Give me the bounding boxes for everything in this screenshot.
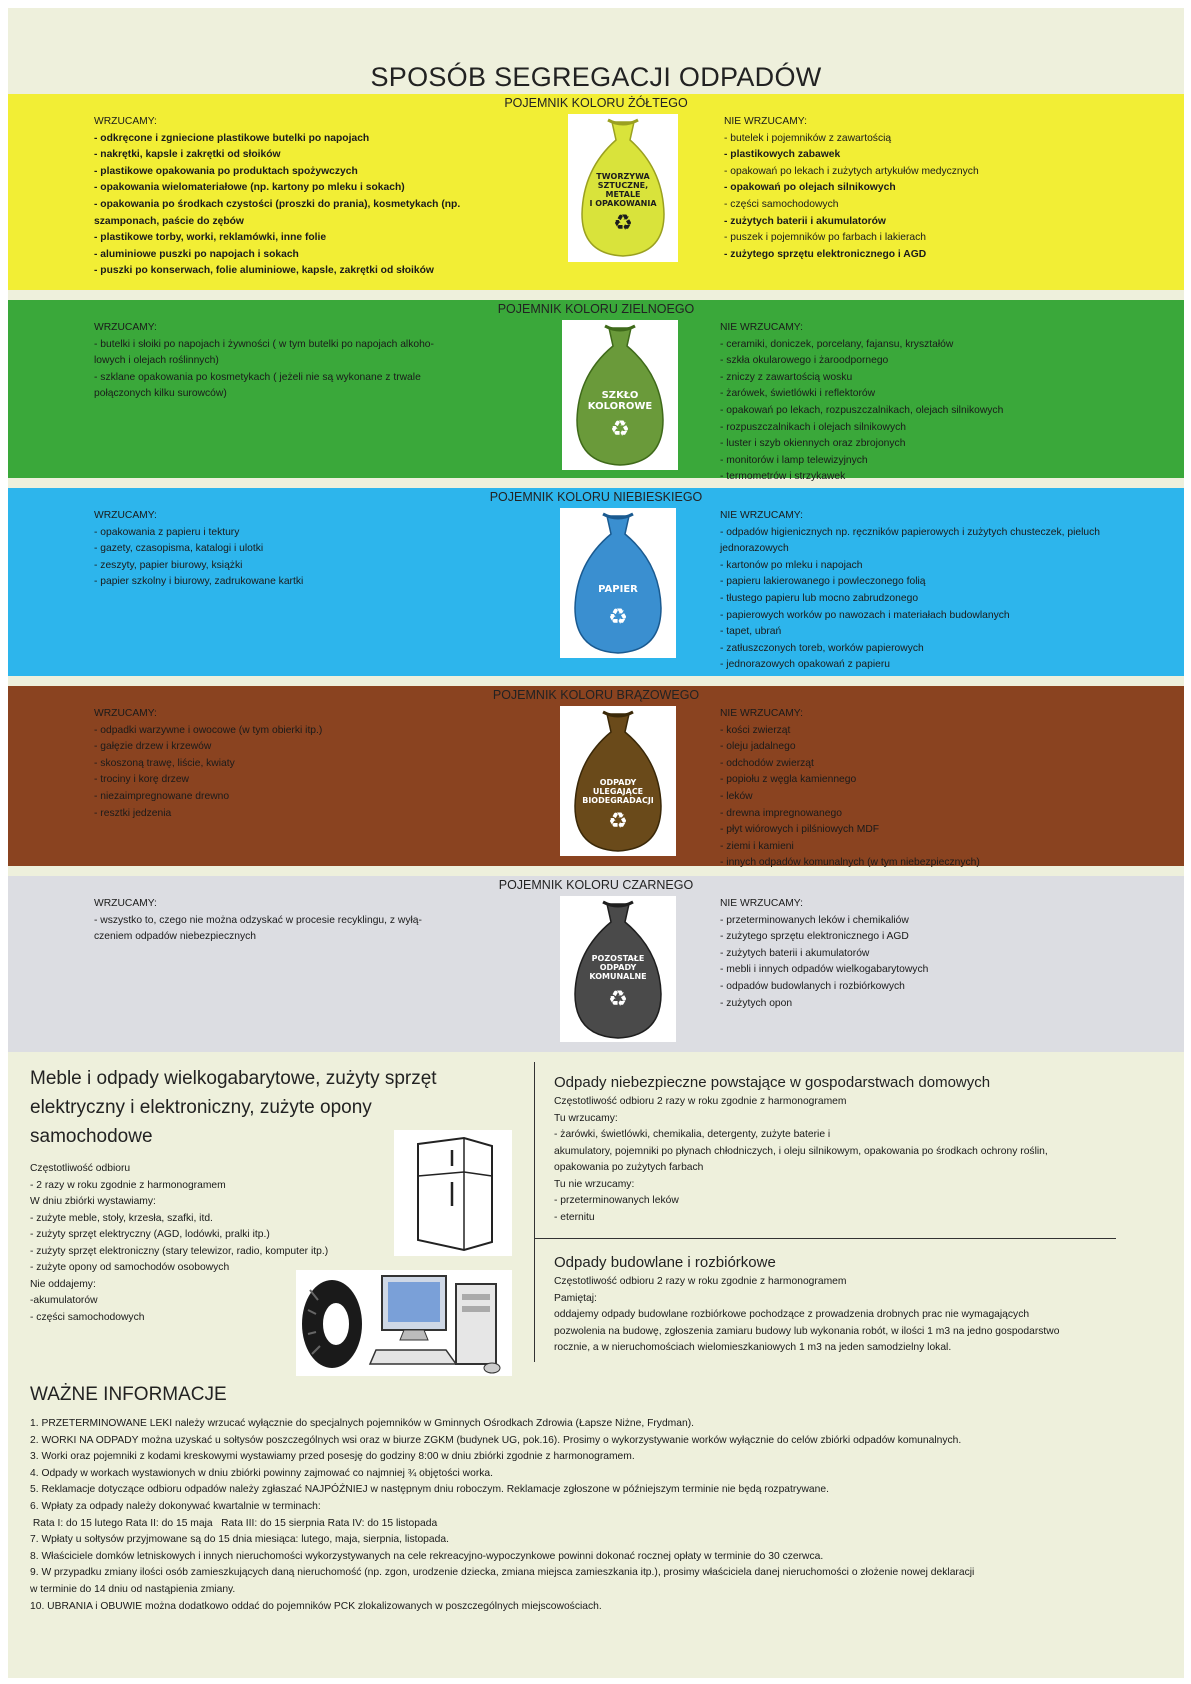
bin-band-blue <box>8 488 1184 676</box>
rejected-list <box>724 114 1144 263</box>
yellow-bag-image <box>568 114 678 262</box>
bag-label: SZKŁO KOLOROWE <box>587 390 653 412</box>
construction-waste-section <box>554 1252 1164 1357</box>
accepted-list <box>94 320 494 403</box>
list-item: - zużytych opon <box>720 997 793 1009</box>
list-item: - drewna impregnowanego <box>720 807 842 819</box>
list-item: czeniem odpadów niebezpiecznych <box>94 931 256 943</box>
list-item: - szklane opakowania po kosmetykach ( jeżeli nie są wykonane z trwale <box>94 371 421 383</box>
list-item: Częstotliwość odbioru <box>30 1163 131 1174</box>
important-info-title: WAŻNE INFORMACJE <box>30 1384 227 1405</box>
list-item: 5. Reklamacje dotyczące odbioru odpadów należy zgłaszać NAJPÓŹNIEJ w następnym dniu roboczym. Reklamacje zgłoszone w późniejszym terminie nie będą rozpatrywane. <box>30 1484 829 1496</box>
list-item: - innych odpadów komunalnych (w tym niebezpiecznych) <box>720 857 980 869</box>
list-item: - plastikowe opakowania po produktach spożywczych <box>94 165 358 177</box>
bin-band-yellow <box>8 94 1184 290</box>
list-item: - gazety, czasopisma, katalogi i ulotki <box>94 543 264 555</box>
list-item: - luster i szyb okiennych oraz zbrojonych <box>720 438 906 450</box>
list-item: - niezaimpregnowane drewno <box>94 790 230 802</box>
list-item: - żarówek, świetlówki i reflektorów <box>720 388 876 400</box>
list-item: w terminie do 14 dniu od nastąpienia zmiany. <box>30 1583 236 1595</box>
list-item: - puszek i pojemników po farbach i lakierach <box>724 232 927 244</box>
list-item: - mebli i innych odpadów wielkogabarytowych <box>720 964 929 976</box>
tyre-computer-icon <box>296 1270 512 1376</box>
leaflet-page <box>8 8 1184 1678</box>
accepted-header: WRZUCAMY: <box>94 708 157 719</box>
list-item: - plastikowe torby, worki, reklamówki, inne folie <box>94 232 327 244</box>
list-item: - wszystko to, czego nie można odzyskać w procesie recyklingu, z wyłą- <box>94 914 422 926</box>
rejected-list <box>720 706 1140 872</box>
list-item: - zniczy z zawartością wosku <box>720 371 853 383</box>
list-item: - przeterminowanych leków <box>554 1195 679 1206</box>
rejected-list <box>720 320 1140 486</box>
list-item: - szkła okularowego i żaroodpornego <box>720 355 889 367</box>
list-item: 2. WORKI NA ODPADY można uzyskać u sołtysów poszczególnych wsi oraz w biurze ZGKM (budynek UG, pok.16). Prosimy o wykorzystywanie worków wyłącznie do celów zbiórki odpadów komunalnych. <box>30 1434 962 1446</box>
list-item: - opakowań po olejach silnikowych <box>724 182 896 194</box>
bag-shape <box>560 508 676 658</box>
hazardous-waste-title: Odpady niebezpieczne powstające w gospodarstwach domowych <box>554 1074 991 1091</box>
list-item: połączonych kilku surowców) <box>94 388 227 400</box>
list-item: - zużytych baterii i akumulatorów <box>720 947 870 959</box>
list-item: - zatłuszczonych toreb, worków papierowych <box>720 642 924 654</box>
list-item: - ceramiki, doniczek, porcelany, fajansu, kryształów <box>720 338 954 350</box>
list-item: - opakowania z papieru i tektury <box>94 526 240 538</box>
accepted-list <box>94 114 494 280</box>
section-divider-horizontal <box>534 1238 1116 1239</box>
list-item: - papier szkolny i biurowy, zadrukowane kartki <box>94 576 304 588</box>
fridge-illustration <box>394 1130 512 1256</box>
list-item: - butelki i słoiki po napojach i żywności ( w tym butelki po napojach alkoho- <box>94 338 434 350</box>
list-item: 4. Odpady w workach wystawionych w dniu zbiórki powinny zajmować co najmniej ¾ objętości worka. <box>30 1467 493 1479</box>
section-divider-vertical <box>534 1062 535 1362</box>
list-item: - przeterminowanych leków i chemikaliów <box>720 914 909 926</box>
bag-label: ODPADY ULEGAJĄCE BIODEGRADACJI <box>582 778 654 805</box>
list-item: - popiołu z węgla kamiennego <box>720 774 857 786</box>
list-item: - odpadów budowlanych i rozbiórkowych <box>720 980 905 992</box>
recycle-icon: ♻ <box>608 604 628 629</box>
blue-bag-image <box>560 508 676 658</box>
list-item: - jednorazowych opakowań z papieru <box>720 659 890 671</box>
list-item: Nie oddajemy: <box>30 1278 96 1290</box>
list-item: -akumulatorów <box>30 1295 98 1306</box>
accepted-list <box>94 896 494 946</box>
page-title: SPOSÓB SEGREGACJI ODPADÓW <box>370 62 822 92</box>
list-item: szamponach, paście do zębów <box>94 215 244 227</box>
list-item: Tu nie wrzucamy: <box>554 1178 635 1190</box>
bag-label: PAPIER <box>598 584 638 595</box>
accepted-header: WRZUCAMY: <box>94 510 157 521</box>
list-item: - gałęzie drzew i krzewów <box>94 741 212 753</box>
rejected-header: NIE WRZUCAMY: <box>720 322 803 333</box>
list-item: - leków <box>720 790 753 802</box>
list-item: - odkręcone i zgniecione plastikowe butelki po napojach <box>94 132 370 144</box>
list-item: - termometrów i strzykawek <box>720 471 846 483</box>
list-item: - odpadki warzywne i owocowe (w tym obierki itp.) <box>94 724 323 736</box>
list-item: - nakrętki, kapsle i zakrętki od słoików <box>94 149 281 161</box>
recycle-icon: ♻ <box>613 210 633 235</box>
bin-band-black <box>8 876 1184 1052</box>
list-item: - zużyty sprzęt elektroniczny (stary telewizor, radio, komputer itp.) <box>30 1245 329 1257</box>
list-item: - płyt wiórowych i pilśniowych MDF <box>720 824 880 836</box>
list-item: - papieru lakierowanego i powleczonego folią <box>720 576 926 588</box>
list-item: akumulatory, pojemniki po płynach chłodniczych, i oleju silnikowym, opakowania po środkach ochrony roślin, <box>554 1145 1048 1157</box>
important-info-list <box>30 1416 1170 1615</box>
list-item: - zużyty sprzęt elektryczny (AGD, lodówki, pralki itp.) <box>30 1229 270 1240</box>
list-item: - butelek i pojemników z zawartością <box>724 132 892 144</box>
bin-title: POJEMNIK KOLORU NIEBIESKIEGO <box>489 490 703 504</box>
list-item: - rozpuszczalnikach i olejach silnikowych <box>720 421 906 433</box>
list-item: lowych i olejach roślinnych) <box>94 355 219 367</box>
list-item: - odpadów higienicznych np. ręczników papierowych i zużytych chusteczek, pieluch <box>720 526 1101 538</box>
list-item: W dniu zbiórki wystawiamy: <box>30 1196 156 1207</box>
list-item: - aluminiowe puszki po napojach i sokach <box>94 248 299 260</box>
list-item: - opakowania po środkach czystości (proszki do prania), kosmetykach (np. <box>94 198 461 210</box>
list-item: - zużyte meble, stoły, krzesła, szafki, itd. <box>30 1212 213 1224</box>
list-item: opakowania po zużytych farbach <box>554 1162 704 1173</box>
list-item: - papierowych worków po nawozach i materiałach budowlanych <box>720 609 1010 621</box>
recycle-icon: ♻ <box>610 416 630 441</box>
list-item: Częstotliwość odbioru 2 razy w roku zgodnie z harmonogramem <box>554 1276 847 1287</box>
list-item: - trociny i korę drzew <box>94 774 189 786</box>
list-item: 8. Właściciele domków letniskowych i innych nieruchomości wykorzystywanych na cele rekreacyjno-wypoczynkowe powinni dokonać rocznej opłaty w terminie do 30 czerwca. <box>30 1550 824 1562</box>
list-item: - zeszyty, papier biurowy, książki <box>94 559 243 571</box>
bin-title: POJEMNIK KOLORU CZARNEGO <box>498 878 694 892</box>
bin-title: POJEMNIK KOLORU ZIELNOEGO <box>497 302 695 316</box>
list-item: Tu wrzucamy: <box>554 1112 618 1124</box>
hazardous-waste-section <box>554 1072 1164 1226</box>
list-item: - opakowań po lekach i zużytych artykułów medycznych <box>724 165 979 177</box>
list-item: - 2 razy w roku zgodnie z harmonogramem <box>30 1179 226 1191</box>
list-item: 1. PRZETERMINOWANE LEKI należy wrzucać wyłącznie do specjalnych pojemników w Gminnych Ośrodkach Zdrowia (Łapsze Niżne, Frydman). <box>30 1418 694 1429</box>
bulky-waste-title: Meble i odpady wielkogabarytowe, zużyty sprzęt elektryczny i elektroniczny, zużyte opony samochodowe <box>30 1068 437 1147</box>
rejected-header: NIE WRZUCAMY: <box>720 898 803 909</box>
bin-band-brown <box>8 686 1184 869</box>
bag-label: POZOSTAŁE ODPADY KOMUNALNE <box>589 954 647 981</box>
list-item: - plastikowych zabawek <box>724 149 841 161</box>
list-item: - tapet, ubrań <box>720 626 782 638</box>
list-item: 9. W przypadku zmiany ilości osób zamieszkujących daną nieruchomość (np. zgon, urodzenie dziecka, zmiana miejsca zamieszkania itp.), prosimy właściciela danej nieruchomości o złożenie nowej deklaracji <box>30 1567 975 1579</box>
list-item: - opakowania wielomateriałowe (np. kartony po mleku i sokach) <box>94 182 405 194</box>
bin-title: POJEMNIK KOLORU BRĄZOWEGO <box>492 688 700 702</box>
list-item: - monitorów i lamp telewizyjnych <box>720 454 868 466</box>
list-item: - resztki jedzenia <box>94 807 172 819</box>
list-item: - eternitu <box>554 1211 595 1223</box>
list-item: Rata I: do 15 lutego Rata II: do 15 maja Rata III: do 15 sierpnia Rata IV: do 15 listopada <box>30 1517 438 1529</box>
list-item: - zużyte opony od samochodów osobowych <box>30 1262 230 1273</box>
list-item: - oleju jadalnego <box>720 741 796 753</box>
construction-waste-title: Odpady budowlane i rozbiórkowe <box>554 1254 776 1271</box>
list-item: - żarówki, świetlówki, chemikalia, detergenty, zużyte baterie i <box>554 1129 831 1140</box>
accepted-header: WRZUCAMY: <box>94 322 157 333</box>
rejected-header: NIE WRZUCAMY: <box>720 708 803 719</box>
accepted-list <box>94 706 494 822</box>
list-item: - kartonów po mleku i napojach <box>720 559 863 571</box>
recycle-icon: ♻ <box>608 808 628 833</box>
list-item: Częstotliwość odbioru 2 razy w roku zgodnie z harmonogramem <box>554 1096 847 1107</box>
fridge-icon <box>394 1130 512 1256</box>
recycle-icon: ♻ <box>608 986 628 1011</box>
brown-bag-image <box>560 706 676 856</box>
list-item: - skoszoną trawę, liście, kwiaty <box>94 757 235 769</box>
bag-label: TWORZYWA SZTUCZNE, METALE I OPAKOWANIA <box>589 172 657 208</box>
list-item: - zużytego sprzętu elektronicznego i AGD <box>724 248 927 260</box>
list-item: oddajemy odpady budowlane rozbiórkowe pochodzące z prowadzenia drobnych prac nie wymagających <box>554 1309 1030 1320</box>
bin-band-green <box>8 300 1184 483</box>
list-item: - opakowań po lekach, rozpuszczalnikach, olejach silnikowych <box>720 404 1004 416</box>
accepted-header: WRZUCAMY: <box>94 898 157 909</box>
list-item: rocznie, a w nieruchomościach wielomieszkaniowych 1 m3 na jeden samodzielny lokal. <box>554 1342 952 1353</box>
list-item: Pamiętaj: <box>554 1292 597 1304</box>
black-bag-image <box>560 896 676 1042</box>
list-item: - kości zwierząt <box>720 724 791 736</box>
list-item: 6. Wpłaty za odpady należy dokonywać kwartalnie w terminach: <box>30 1500 321 1512</box>
rejected-header: NIE WRZUCAMY: <box>724 116 807 127</box>
bin-title: POJEMNIK KOLORU ŻÓŁTEGO <box>504 96 688 110</box>
accepted-header: WRZUCAMY: <box>94 116 157 127</box>
list-item: - puszki po konserwach, folie aluminiowe, kapsle, zakrętki od słoików <box>94 265 434 277</box>
list-item: - części samochodowych <box>724 198 839 210</box>
tyre-computer-illustration <box>296 1270 512 1376</box>
list-item: jednorazowych <box>720 543 789 555</box>
rejected-list <box>720 896 1140 1012</box>
list-item: pozwolenia na budowę, zgłoszenia zamiaru budowy lub wykonania robót, w ilości 1 m3 na jedno gospodarstwo <box>554 1325 1060 1337</box>
list-item: - części samochodowych <box>30 1311 145 1323</box>
list-item: 7. Wpłaty u sołtysów przyjmowane są do 15 dnia miesiąca: lutego, maja, sierpnia, listopada. <box>30 1534 449 1546</box>
rejected-list <box>720 508 1160 674</box>
list-item: - zużytych baterii i akumulatorów <box>724 215 886 227</box>
rejected-header: NIE WRZUCAMY: <box>720 510 803 521</box>
list-item: 3. Worki oraz pojemniki z kodami kreskowymi wystawiamy przed posesję do godziny 8:00 w dniu zbiórki zgodnie z harmonogramem. <box>30 1451 635 1463</box>
list-item: - ziemi i kamieni <box>720 840 794 852</box>
list-item: - tłustego papieru lub mocno zabrudzonego <box>720 592 919 604</box>
list-item: - zużytego sprzętu elektronicznego i AGD <box>720 931 909 943</box>
accepted-list <box>94 508 494 591</box>
list-item: 10. UBRANIA i OBUWIE można dodatkowo oddać do pojemników PCK zlokalizowanych w poszczególnych miejscowościach. <box>30 1600 602 1612</box>
list-item: - odchodów zwierząt <box>720 757 814 769</box>
green-bag-image <box>562 320 678 470</box>
